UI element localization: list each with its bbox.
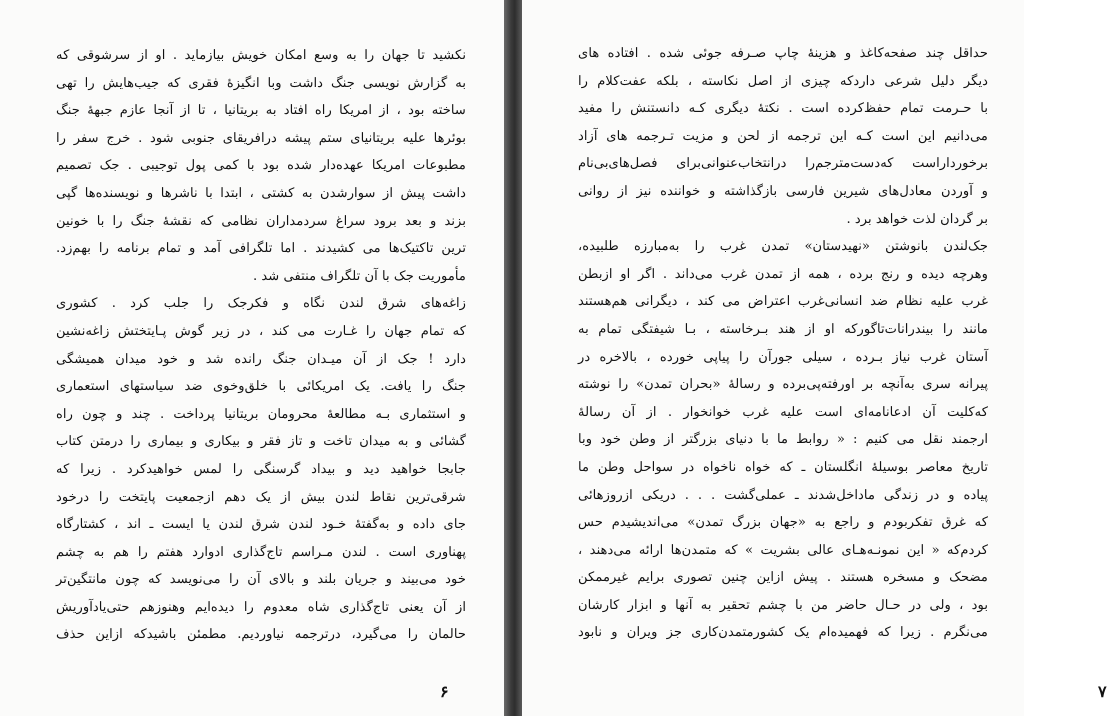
text-line: برخورداراست که‌دست‌مترجم‌را درانتخاب‌عنوانی‌برای فصل‌های‌بی‌نام (578, 156, 988, 172)
text-line: می‌دانیم این است کـه این ترجمه از لحن و مزیت تـرجمه های آزاد (578, 128, 988, 144)
text-line: و استثماری بـه مطالعهٔ محرومان بریتانیا پرداخت . چند و چون راه (56, 406, 466, 422)
text-line: به گزارش نویسی جنگ داشت وبا انگیزهٔ فقری که جیب‌هایش را تهی (56, 75, 466, 91)
text-line: بود ، ولی در حـال حاضر من با چشم تحقیر به آنها و ابزار کارشان (578, 597, 988, 613)
text-line: شرقی‌ترین نقاط لندن بیش از یک دهم ازجمعیت پایتخت را درخود (56, 489, 466, 505)
text-line: مانند را بیندرانات‌تاگورکه او از هند بـرخاسته ، بـا شیفتگی تمام به (578, 321, 988, 337)
text-line: نکشید تا جهان را به وسع امکان خویش بیازماید . او از سرشوقی که (56, 48, 466, 63)
text-line: بزند و بعد برود سراغ سردمداران نظامی که نقشهٔ جنگ را با خونین (56, 213, 466, 229)
text-line: و آوردن معادل‌های شیرین فارسی بازگذاشته و خواننده نیز از روانی (578, 183, 988, 199)
text-line: که غرق تفکربودم و راجع به «جهان بزرگ تمدن» می‌اندیشیدم حس (578, 515, 988, 531)
text-line: دیگر دلیل شرعی داردکه چیزی از اصل نکاسته ، بلکه عفت‌کلام را (578, 73, 988, 89)
text-line: ساخته بود ، از امریکا راه افتاد به بریتانیا ، تا از آنجا عازم جبههٔ جنگ (56, 103, 466, 119)
text-line: داشت پیش از سوارشدن به کشتی ، ابتدا با ناشرها و نویسنده‌ها گپی (56, 185, 466, 201)
text-line: پیاده و در زندگی ماداخل‌شدند ـ عملی‌گشت . . . دریکی ازروزهائی (578, 487, 988, 503)
page-number: ۶ (440, 682, 449, 701)
text-line: مأموریت جک با آن تلگراف منتفی شد . (252, 268, 466, 284)
text-line: با حـرمت تمام حفظ‌کرده است . نکتهٔ دیگری کـه دانستنش را مفید (578, 101, 988, 117)
text-line: ارجمند نقل می کنیم : « روابط ما با دنیای بزرگتر از وطن خود وبا (578, 432, 988, 448)
text-line: تاریخ معاصر بوسیلهٔ انگلستان ـ که خواه ناخواه در سواحل وطن ما (578, 459, 988, 475)
text-line: پیرانه سری به‌آنچه بر اورفته‌پی‌برده و رسالهٔ «بحران تمدن» را نوشته (578, 377, 988, 393)
text-line: جنگ را یافت. یک امریکائی با خلق‌وخوی ضد سیاستهای استعماری (56, 379, 466, 395)
text-line: دارد ! جک از آن میـدان جنگ رانده شد و خود میدان همیشگی (56, 351, 466, 367)
text-line: زاغه‌های شرق لندن نگاه و فکرجک را جلب کرد . کشوری (56, 296, 466, 312)
text-line: که‌کلیت آن ادعانامه‌ای است علیه غرب خوانخوار . از آن رسالهٔ (578, 404, 988, 420)
text-line: حداقل چند صفحه‌کاغذ و هزینهٔ چاپ صـرفه جوئی شده . افتاده های (578, 46, 988, 61)
text-line: حالمان را می‌گیرد، درترجمه نیاوردیم. مطمئن باشیدکه ازاین حذف (56, 627, 466, 643)
book-gutter (504, 0, 522, 716)
text-line: جک‌لندن بانوشتن «نهیدستان» تمدن غرب را به‌مبارزه طلبیده، (578, 239, 988, 255)
page-number: ۷ (1098, 682, 1107, 701)
text-line: کردم‌که « این نمونـه‌هـای عالی بشریت » که متمدن‌ها ارائه می‌دهند ، (578, 542, 988, 558)
text-line: از آن یعنی تاج‌گذاری شاه معدوم را دیده‌ایم وهنوزهم حتی‌یادآوریش (56, 599, 466, 615)
text-line: مضحک و مسخره هستند . پیش ازاین چنین تصوری برایم غیرممکن (578, 570, 988, 586)
text-line: پهناوری است . لندن مـراسم تاج‌گذاری ادوارد هفتم را هم به چشم (56, 544, 466, 560)
text-line: می‌نگرم . زیرا که فهمیده‌ام یک کشورمتمدن‌کاری جز ویران و نابود (578, 625, 988, 641)
text-line: بر گردان لذت خواهد برد . (846, 211, 988, 227)
text-line: جای داده و به‌گفتهٔ خـود لندن شرق لندن یا ایست ـ اند ، کشتارگاه (56, 517, 466, 533)
text-line: وهرچه دیده و رنج برده ، همه از تمدن غرب می‌داند . اگر او ازبطن (578, 266, 988, 282)
left-page-text (56, 42, 466, 649)
left-page (0, 0, 504, 716)
text-line: غرب علیه نظام ضد انسانی‌غرب اعتراض می کند ، دیگرانی هم‌هستند (578, 294, 988, 310)
text-line: آستان غرب نیاز بـرده ، سیلی جورآن را پیاپی خورده ، بالاخره در (578, 349, 988, 365)
text-line: مطبوعات امریکا عهده‌دار شده بود با کمی پول توجیبی . جک تصمیم (56, 158, 466, 174)
text-line: خود می‌بیند و جریان بلند و بالای آن را می‌نویسد که چون مانتگین‌تر (56, 572, 466, 588)
right-page-text (578, 40, 988, 647)
text-line: بوئرها علیه بریتانیای ستم پیشه درافریقای جنوبی شود . خرج سفر را (56, 130, 466, 146)
text-line: جابجا خواهید دید و بیداد گرسنگی را لمس خواهیدکرد . زیرا که (56, 461, 466, 477)
text-line: گشائی و به میدان تاخت و تاز فقر و بیکاری و بیماری را درمتن کتاب (56, 434, 466, 450)
text-line: ترین تاکتیک‌ها می کشیدند . اما تلگرافی آمد و تمام برنامه را بهم‌زد. (56, 241, 466, 257)
right-page (522, 0, 1107, 716)
text-line: که تمام جهان را غـارت می کند ، در زیر گوش پـایتختش زاغه‌نشین (56, 323, 466, 339)
